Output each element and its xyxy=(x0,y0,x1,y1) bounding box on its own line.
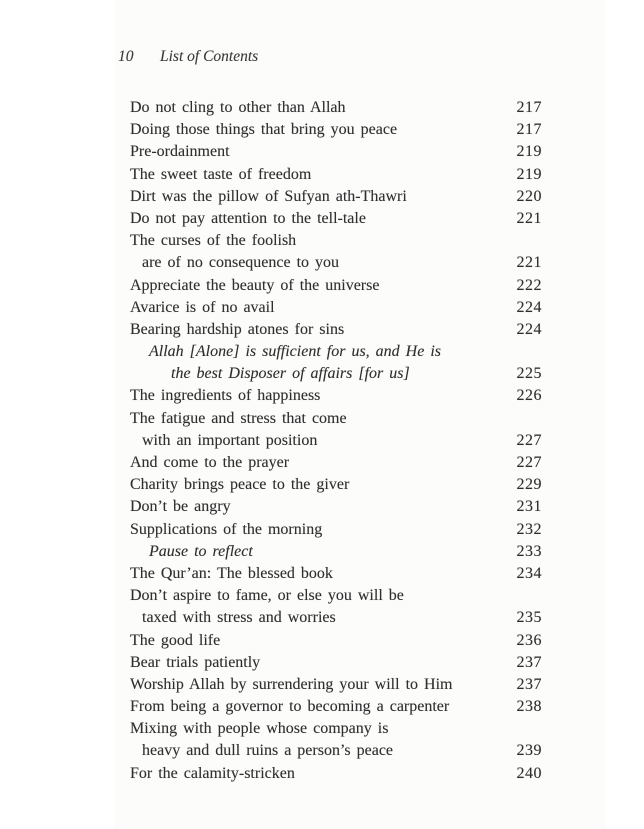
toc-entry-page-number: 227 xyxy=(516,454,542,471)
toc-entry-page-number: 217 xyxy=(516,121,542,139)
book-page xyxy=(114,0,606,829)
toc-entry-title: are of no consequence to you xyxy=(142,254,340,272)
toc-entry xyxy=(130,297,542,319)
toc-entry xyxy=(130,275,542,297)
toc-entry-title: Don’t be angry xyxy=(130,498,231,516)
toc-entry-title: The ingredients of happiness xyxy=(130,387,321,405)
toc-entry-title: The sweet taste of freedom xyxy=(130,165,312,183)
toc-entry-page-number: 219 xyxy=(516,143,542,161)
page-number: 10 xyxy=(118,48,134,65)
toc-entry xyxy=(130,585,542,607)
toc-entry-page-number: 240 xyxy=(516,764,542,782)
toc-entry-title: Mixing with people whose company is xyxy=(130,720,389,738)
toc-entry xyxy=(130,141,542,163)
toc-entry-title: Do not cling to other than Allah xyxy=(130,99,346,116)
toc-entry-title: taxed with stress and worries xyxy=(142,609,336,627)
toc-entry-title: Bearing hardship atones for sins xyxy=(130,320,345,338)
toc-entry xyxy=(130,319,542,341)
toc-entry-page-number: 222 xyxy=(516,276,542,294)
toc-entry-title: Charity brings peace to the giver xyxy=(130,476,350,494)
toc-entry xyxy=(130,652,542,674)
toc-entry xyxy=(130,164,542,186)
toc-entry xyxy=(130,430,542,452)
toc-entry-page-number: 237 xyxy=(516,675,542,693)
toc-entry xyxy=(130,452,542,474)
toc-entry-page-number: 229 xyxy=(516,476,542,494)
toc-entry-title: Appreciate the beauty of the universe xyxy=(130,276,380,294)
page-header xyxy=(118,48,606,68)
toc-entry-page-number: 221 xyxy=(516,209,542,227)
toc-entry-page-number: 224 xyxy=(516,320,542,338)
toc-entry xyxy=(130,408,542,430)
toc-entry xyxy=(130,541,542,563)
toc-entry-page-number: 235 xyxy=(516,609,542,627)
toc-entry-title: Bear trials patiently xyxy=(130,653,261,671)
toc-entry-title: Dirt was the pillow of Sufyan ath-Thawri xyxy=(130,187,407,205)
toc-entry xyxy=(130,696,542,718)
toc-entry xyxy=(130,763,542,785)
toc-entry-page-number: 221 xyxy=(516,254,542,272)
toc-entry-page-number: 239 xyxy=(516,742,542,760)
toc-entry-title: Allah [Alone] is sufficient for us, and He is xyxy=(149,343,441,361)
toc-entry-page-number: 231 xyxy=(516,498,542,516)
toc-entry xyxy=(130,186,542,208)
toc-entry xyxy=(130,208,542,230)
toc-entry-title: Doing those things that bring you peace xyxy=(130,121,398,139)
toc-entry-page-number: 224 xyxy=(516,298,542,316)
toc-entry-page-number: 219 xyxy=(516,165,542,183)
toc-entry-page-number: 236 xyxy=(516,631,542,649)
toc-entry xyxy=(130,341,542,363)
toc-entry xyxy=(130,474,542,496)
toc-entry-title: The good life xyxy=(130,631,221,649)
toc-entry-title: The curses of the foolish xyxy=(130,232,297,250)
toc-entry xyxy=(130,674,542,696)
toc-entry-title: Supplications of the morning xyxy=(130,520,323,538)
toc-entry-page-number: 234 xyxy=(516,564,542,582)
toc-entry-page-number: 237 xyxy=(516,653,542,671)
toc-entry-title: the best Disposer of affairs [for us] xyxy=(171,365,410,383)
toc-entry-page-number: 227 xyxy=(516,431,542,449)
toc-entry xyxy=(130,97,542,119)
toc-entry-title: Do not pay attention to the tell-tale xyxy=(130,209,366,227)
toc-entry-title: The Qur’an: The blessed book xyxy=(130,564,333,582)
toc-entry xyxy=(130,119,542,141)
toc-entry xyxy=(130,496,542,518)
toc-entry xyxy=(130,252,542,274)
toc-entry-page-number: 233 xyxy=(516,542,542,560)
toc-entry xyxy=(130,563,542,585)
toc-entry xyxy=(130,519,542,541)
toc-entry xyxy=(130,385,542,407)
toc-entry xyxy=(130,607,542,629)
toc-entry-title: Avarice is of no avail xyxy=(130,298,275,316)
toc-entry-title: heavy and dull ruins a person’s peace xyxy=(142,742,394,760)
toc-entry-title: Pause to reflect xyxy=(149,542,253,560)
toc-entry-title: with an important position xyxy=(142,431,318,449)
toc-entry-page-number: 225 xyxy=(516,365,542,383)
running-title: List of Contents xyxy=(160,48,259,65)
toc-entry-page-number: 238 xyxy=(516,698,542,716)
toc-entry xyxy=(130,230,542,252)
toc-entry xyxy=(130,363,542,385)
toc-entry-title: For the calamity-stricken xyxy=(130,764,295,782)
toc-entry-title: The fatigue and stress that come xyxy=(130,409,347,427)
table-of-contents xyxy=(130,97,542,785)
toc-entry-page-number: 220 xyxy=(516,187,542,205)
toc-entry-title: From being a governor to becoming a carpenter xyxy=(130,698,450,716)
toc-entry xyxy=(130,630,542,652)
toc-entry-title: Don’t aspire to fame, or else you will be xyxy=(130,587,404,605)
toc-entry-page-number: 232 xyxy=(516,520,542,538)
toc-entry-title: Worship Allah by surrendering your will to Him xyxy=(130,675,453,693)
toc-entry-page-number: 217 xyxy=(516,99,542,116)
toc-entry xyxy=(130,740,542,762)
toc-entry xyxy=(130,718,542,740)
toc-entry-title: And come to the prayer xyxy=(130,454,290,471)
toc-entry-title: Pre-ordainment xyxy=(130,143,230,161)
toc-entry-page-number: 226 xyxy=(516,387,542,405)
